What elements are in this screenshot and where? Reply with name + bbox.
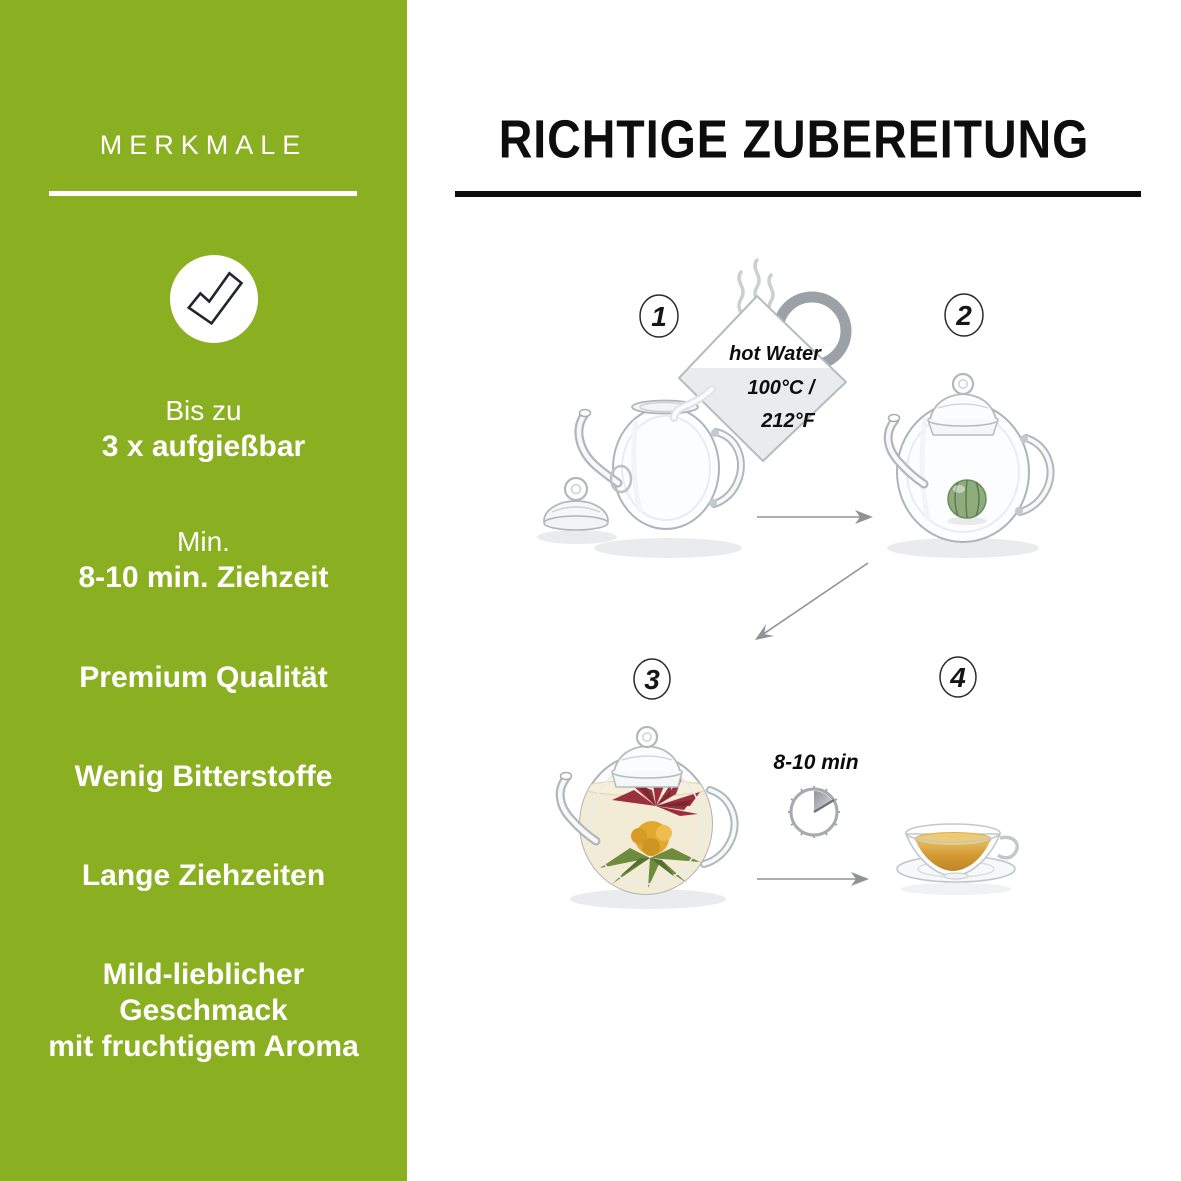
cup-handle	[998, 837, 1017, 857]
sidebar-title: MERKMALE	[99, 130, 308, 160]
feature-line: Bis zu	[165, 395, 242, 426]
feature-line: Wenig Bitterstoffe	[74, 760, 333, 793]
title-underline	[455, 191, 1141, 197]
step-3-number: 3	[644, 664, 660, 695]
feature-premium	[0, 660, 407, 696]
feature-line: 3 x aufgießbar	[101, 430, 306, 463]
feature-bitterstoffe	[0, 759, 407, 795]
feature-line: Lange Ziehzeiten	[81, 859, 326, 892]
teapot-lid	[544, 478, 608, 530]
teapot-blooming-tea	[560, 727, 734, 898]
clock-icon	[788, 786, 840, 838]
step-1-number-badge	[640, 295, 678, 337]
cup-reflection	[901, 883, 1011, 895]
step-1	[537, 260, 873, 558]
teapot-shadow	[594, 538, 742, 558]
teapot-with-tea-ball	[888, 374, 1050, 542]
feature-line: Min.	[177, 526, 230, 557]
step-4-number-badge	[940, 657, 976, 697]
features-sidebar	[0, 0, 407, 1181]
step-4-number: 4	[950, 662, 966, 693]
feature-ziehzeit	[0, 524, 407, 596]
arrow-diagonal-icon	[755, 563, 868, 640]
jug-label-line3: 212°F	[761, 410, 815, 432]
page-title: RICHTIGE ZUBEREITUNG	[498, 110, 1090, 170]
feature-line: Mild-lieblicher	[102, 958, 305, 991]
steps-illustration	[407, 220, 1181, 960]
feature-line: mit fruchtigem Aroma	[48, 1030, 359, 1063]
lid-shadow	[537, 530, 617, 544]
feature-line: 8-10 min. Ziehzeit	[78, 561, 329, 594]
feature-geschmack	[0, 957, 407, 1065]
feature-line: Premium Qualität	[79, 661, 328, 694]
step-2-number: 2	[956, 300, 972, 331]
check-icon	[170, 255, 258, 343]
feature-aufgiessbar	[0, 393, 407, 465]
timer-label: 8-10 min	[773, 751, 859, 774]
step-3-number-badge	[634, 659, 670, 699]
jug-label-line1: hot Water	[729, 343, 821, 365]
jug-label-line2: 100°C /	[747, 377, 815, 399]
arrow-right-icon	[757, 510, 873, 524]
feature-line: Geschmack	[119, 994, 288, 1027]
feature-ziehzeiten	[0, 858, 407, 894]
step-2-number-badge	[945, 294, 983, 336]
step-1-number: 1	[651, 301, 667, 332]
arrow-right-icon	[757, 872, 869, 886]
check-icon-glyph	[170, 255, 258, 343]
step-4	[897, 657, 1017, 895]
glass-tea-cup	[897, 824, 1017, 895]
tea-ball-icon	[948, 480, 986, 518]
sidebar-divider	[49, 191, 357, 196]
step-3	[560, 659, 869, 909]
